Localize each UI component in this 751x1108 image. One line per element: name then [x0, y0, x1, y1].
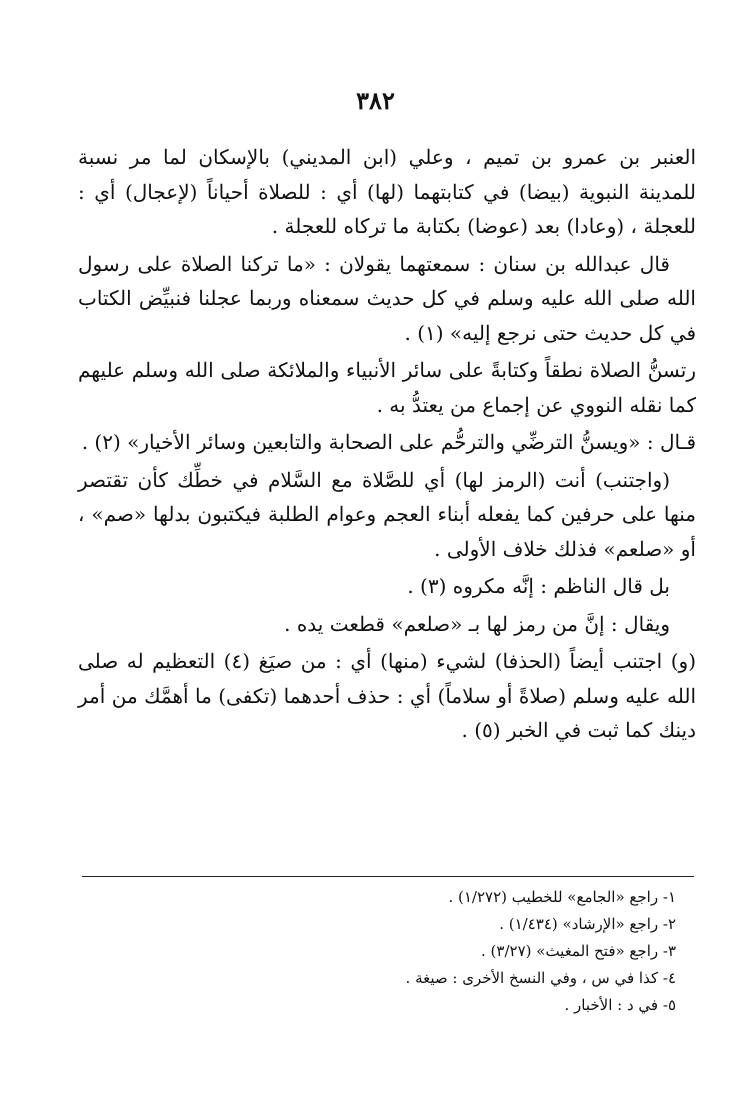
- footnote: ٣- راجع «فتح المغيث» (٣/٢٧) .: [481, 942, 676, 960]
- footnote-divider: [82, 876, 694, 877]
- paragraph: رتسنُّ الصلاة نطقاً وكتابةً على سائر الأنبياء والملائكة صلى الله وسلم عليهم كما نقله النووي عن إجماع من يعتدُّ به .: [78, 358, 696, 417]
- footnote: ٥- في د : الأخبار .: [564, 996, 676, 1014]
- paragraph: ويقال : إنَّ من رمز لها بـ «صلعم» قطعت يده .: [284, 611, 670, 636]
- paragraph: العنبر بن عمرو بن تميم ، وعلي (ابن المديني) بالإسكان لما مر نسبة للمدينة النبوية (بيضا) في كتابتهما (لها) أي : للصلاة أحياناً (لإعجال) أي : للعجلة ، (وعادا) بعد (عوضا) بكتابة ما تركاه للعجلة .: [78, 145, 696, 238]
- footnote: ١- راجع «الجامع» للخطيب (١/٢٧٢) .: [448, 888, 676, 906]
- footnote: ٤- كذا في س ، وفي النسخ الأخرى : صيغة .: [405, 969, 676, 987]
- footnotes-list: [82, 884, 694, 1019]
- paragraph: قال عبدالله بن سنان : سمعتهما يقولان : «ما تركنا الصلاة على رسول الله صلى الله عليه وسلم في كل حديث سمعناه وربما عجلنا فنبيِّض الكتاب في كل حديث حتى نرجع إليه» (١) .: [78, 251, 696, 345]
- paragraph: قـال : «ويسنُّ الترضِّي والترحُّم على الصحابة والتابعين وسائر الأخيار» (٢) .: [81, 430, 696, 454]
- page-number: ٣٨٢: [356, 86, 395, 115]
- paragraph: (واجتنب) أنت (الرمز لها) أي للصَّلاة مع السَّلام في خطِّك كأن تقتصر منها على حرفين كما يفعله أبناء العجم وعوام الطلبة فيكتبون بدلها «صم» ، أو «صلعم» فذلك خلاف الأولى .: [78, 467, 696, 561]
- footnote: ٢- راجع «الإرشاد» (١/٤٣٤) .: [499, 915, 676, 933]
- paragraph: بل قال الناظم : إنَّه مكروه (٣) .: [407, 574, 670, 598]
- paragraph: (و) اجتنب أيضاً (الحذفا) لشيء (منها) أي : من صيَغ (٤) التعظيم له صلى الله عليه وسلم (صلاةً أو سلاماً) أي : حذف أحدهما (تكفى) ما أهمَّك من أمر دينك كما ثبت في الخبر (٥) .: [78, 649, 697, 742]
- main-text: [78, 140, 696, 748]
